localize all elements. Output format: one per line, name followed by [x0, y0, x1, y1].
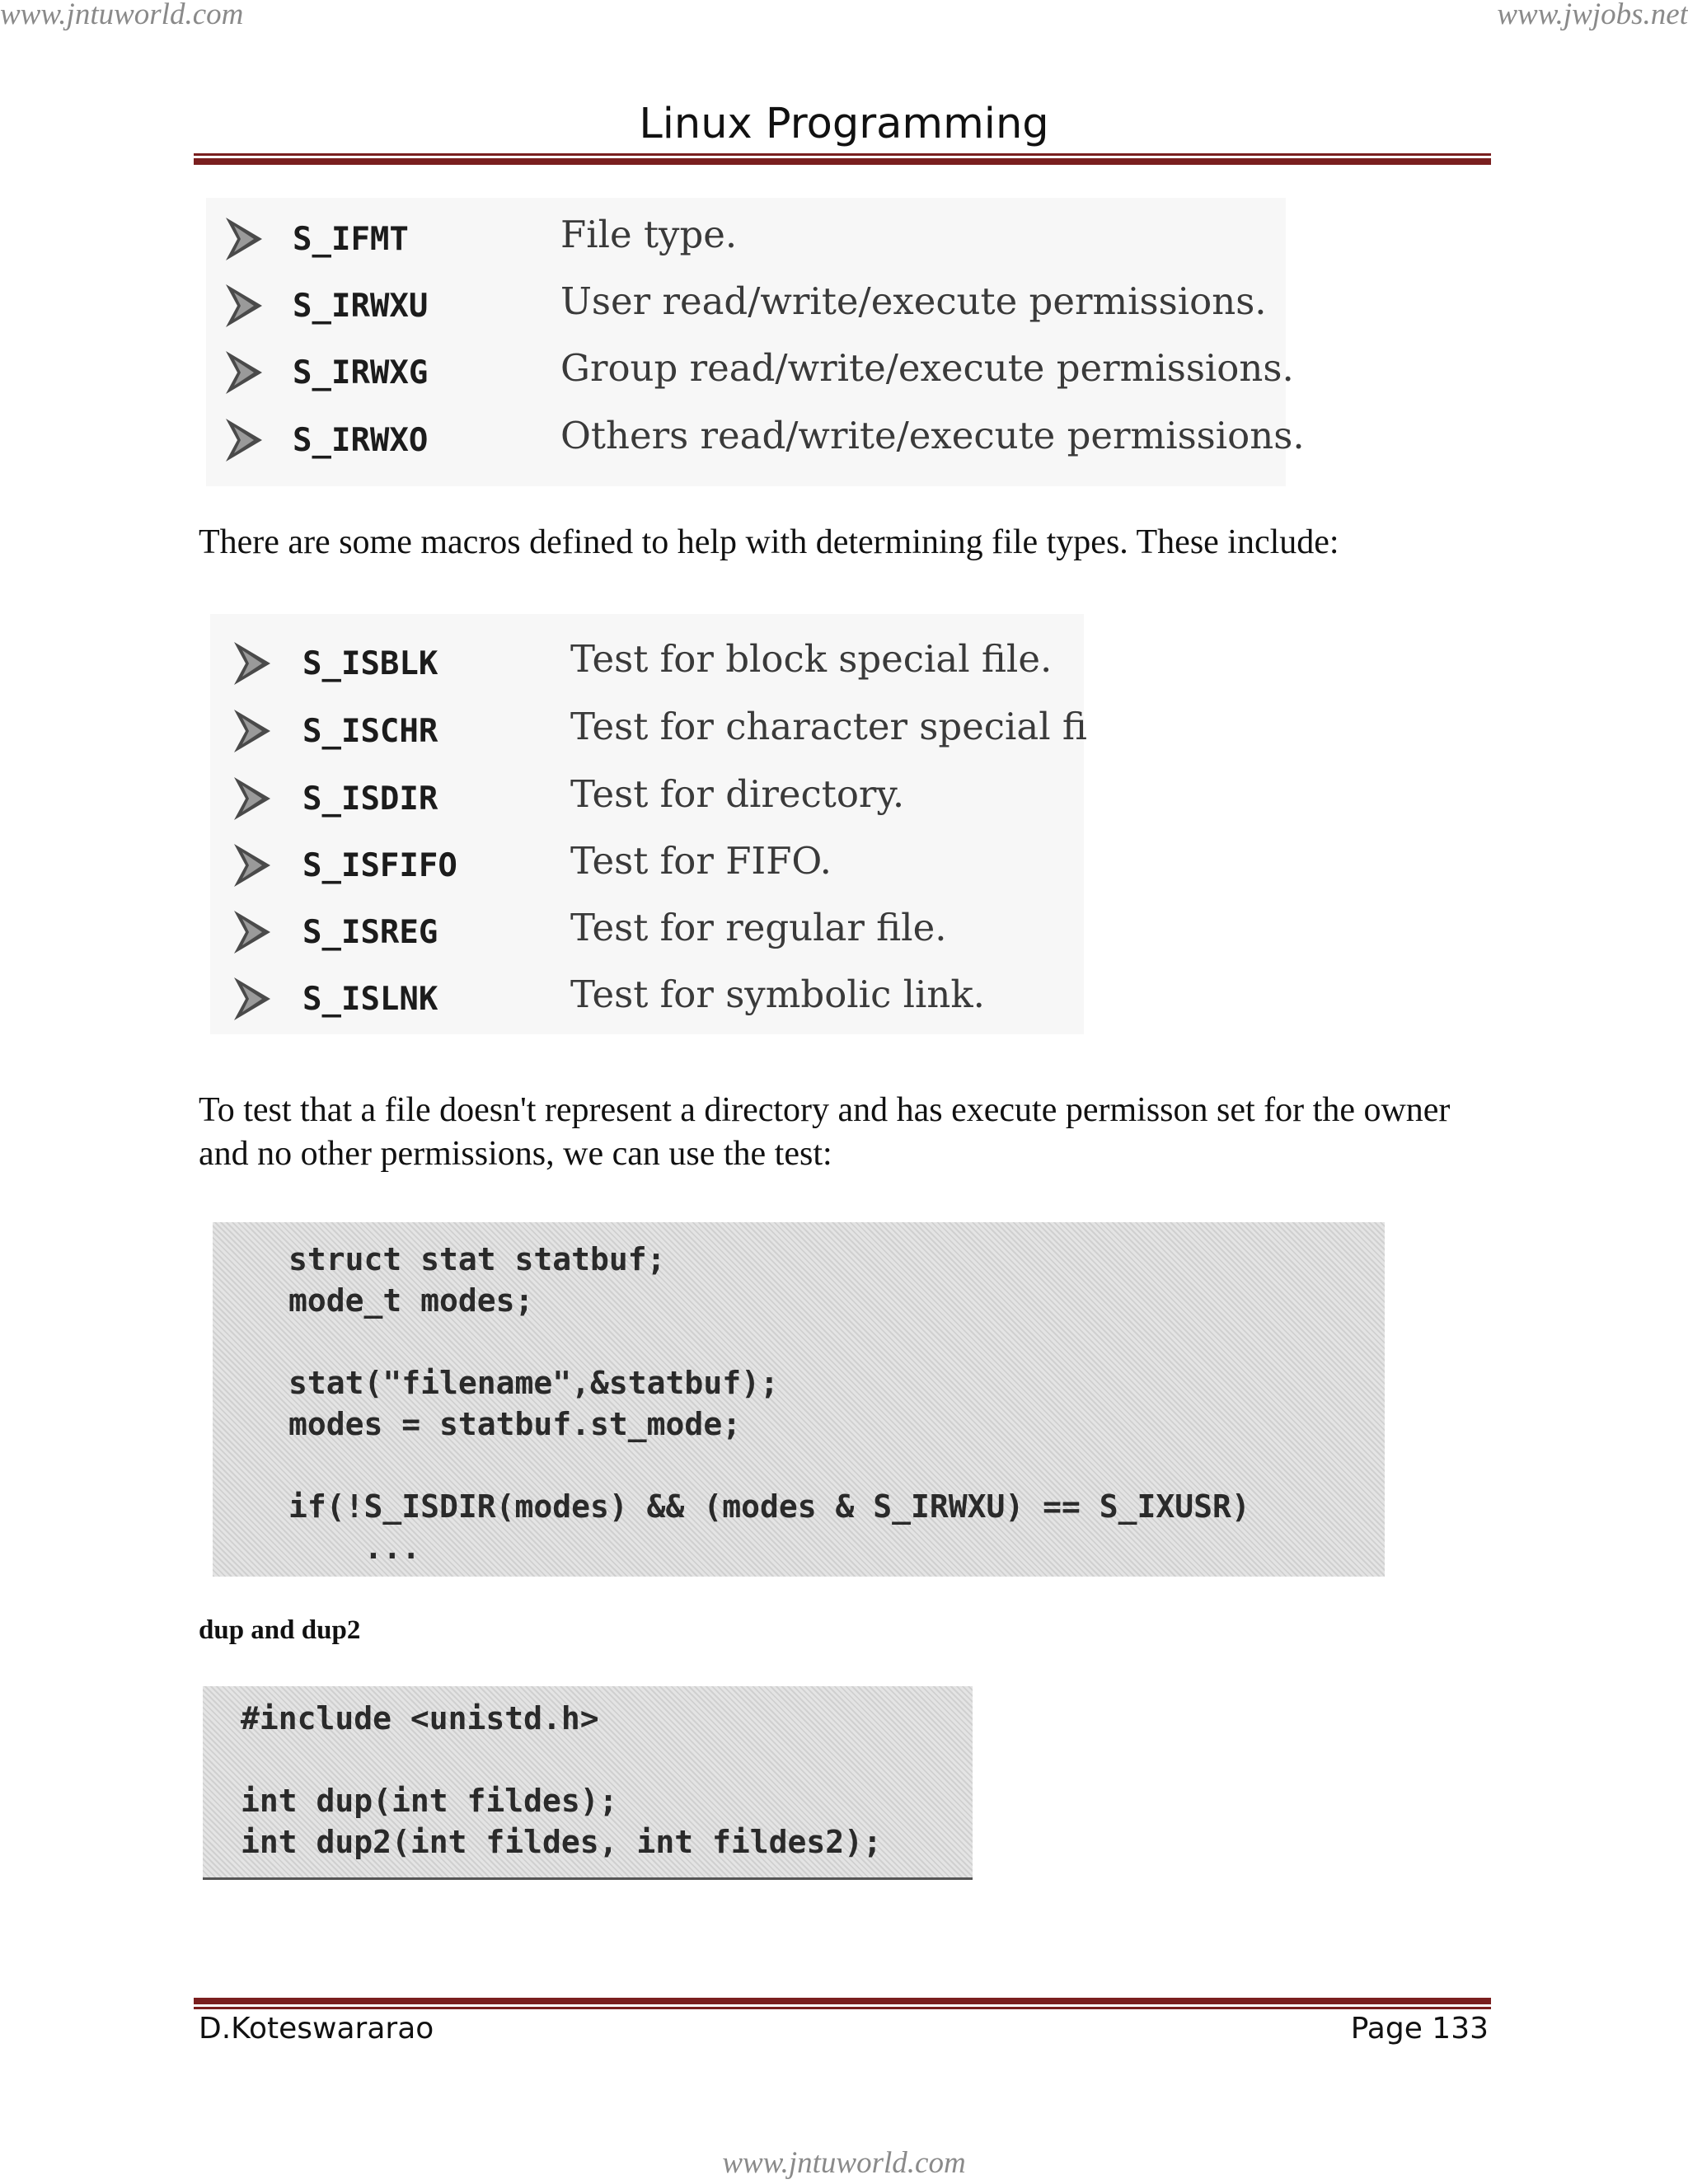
list-item: [210, 701, 1087, 767]
macro-description: Test for regular file.: [570, 906, 947, 949]
macro-name: S_ISCHR: [302, 713, 438, 750]
paragraph-file-type-macros: There are some macros defined to help with determining file types. These include:: [199, 523, 1339, 561]
macro-name: S_ISFIFO: [302, 847, 457, 884]
list-item: [206, 343, 1294, 409]
macro-description: Test for FIFO.: [570, 839, 832, 883]
macro-name: S_IRWXG: [293, 354, 429, 391]
file-type-macro-list: [210, 614, 1087, 1034]
macro-description: File type.: [560, 213, 738, 256]
arrow-bullet-icon: [231, 640, 274, 687]
code-text: #include <unistd.h> int dup(int fildes); int dup2(int fildes, int fildes2);: [241, 1700, 882, 1860]
macro-description: Others read/write/execute permissions.: [560, 414, 1305, 457]
arrow-bullet-icon: [231, 842, 274, 888]
macro-description: Test for symbolic link.: [570, 972, 985, 1016]
file-mode-mask-list: [206, 198, 1305, 486]
footer-rule-thick: [194, 1998, 1491, 2004]
code-block-stat-test: [213, 1222, 1385, 1577]
list-item: [210, 836, 1084, 902]
macro-name: S_ISLNK: [302, 981, 438, 1018]
code-block-dup-prototypes: [203, 1686, 973, 1880]
page-title: Linux Programming: [639, 100, 1049, 148]
macro-description: User read/write/execute permissions.: [560, 279, 1267, 323]
code-text: struct stat statbuf; mode_t modes; stat("filename",&statbuf); modes = statbuf.st_mode; if(!S_ISDIR(modes) && (modes & S_IRWXU) == S_IXUSR) ...: [288, 1241, 1250, 1566]
header-rule-thin: [194, 153, 1491, 156]
header-rule-thick: [194, 158, 1491, 165]
arrow-bullet-icon: [231, 976, 274, 1022]
list-item: [206, 276, 1286, 342]
macro-name: S_IFMT: [293, 221, 409, 258]
list-item: [206, 209, 1286, 275]
arrow-bullet-icon: [223, 349, 265, 396]
macro-description: Test for character special fi: [570, 705, 1087, 748]
macro-name: S_IRWXU: [293, 288, 429, 325]
list-item: [210, 634, 1084, 700]
list-item: [210, 769, 1084, 835]
macro-name: S_ISBLK: [302, 645, 438, 682]
paragraph-directory-test: To test that a file doesn't represent a directory and has execute permisson set for the owner and no other permissions, we can use the test:: [199, 1091, 1451, 1173]
arrow-bullet-icon: [231, 909, 274, 955]
list-item: [210, 902, 1084, 968]
macro-name: S_ISREG: [302, 914, 438, 951]
macro-description: Group read/write/execute permissions.: [560, 346, 1294, 390]
arrow-bullet-icon: [231, 708, 274, 754]
watermark-top-left: www.jntuworld.com: [0, 0, 244, 31]
macro-name: S_IRWXO: [293, 422, 429, 459]
section-heading: dup and dup2: [199, 1615, 361, 1645]
arrow-bullet-icon: [231, 776, 274, 822]
arrow-bullet-icon: [223, 216, 265, 262]
macro-name: S_ISDIR: [302, 780, 438, 818]
watermark-bottom: www.jntuworld.com: [722, 2146, 966, 2180]
list-item: [206, 410, 1305, 476]
arrow-bullet-icon: [223, 283, 265, 329]
footer-page-number: Page 133: [1350, 2012, 1489, 2046]
macro-description: Test for block special file.: [570, 637, 1053, 681]
footer-author: D.Koteswararao: [199, 2012, 434, 2046]
macro-description: Test for directory.: [570, 772, 905, 816]
arrow-bullet-icon: [223, 417, 265, 463]
footer-rule-thin: [194, 2007, 1491, 2009]
watermark-top-right: www.jwjobs.net: [1497, 0, 1688, 31]
list-item: [210, 969, 1084, 1035]
